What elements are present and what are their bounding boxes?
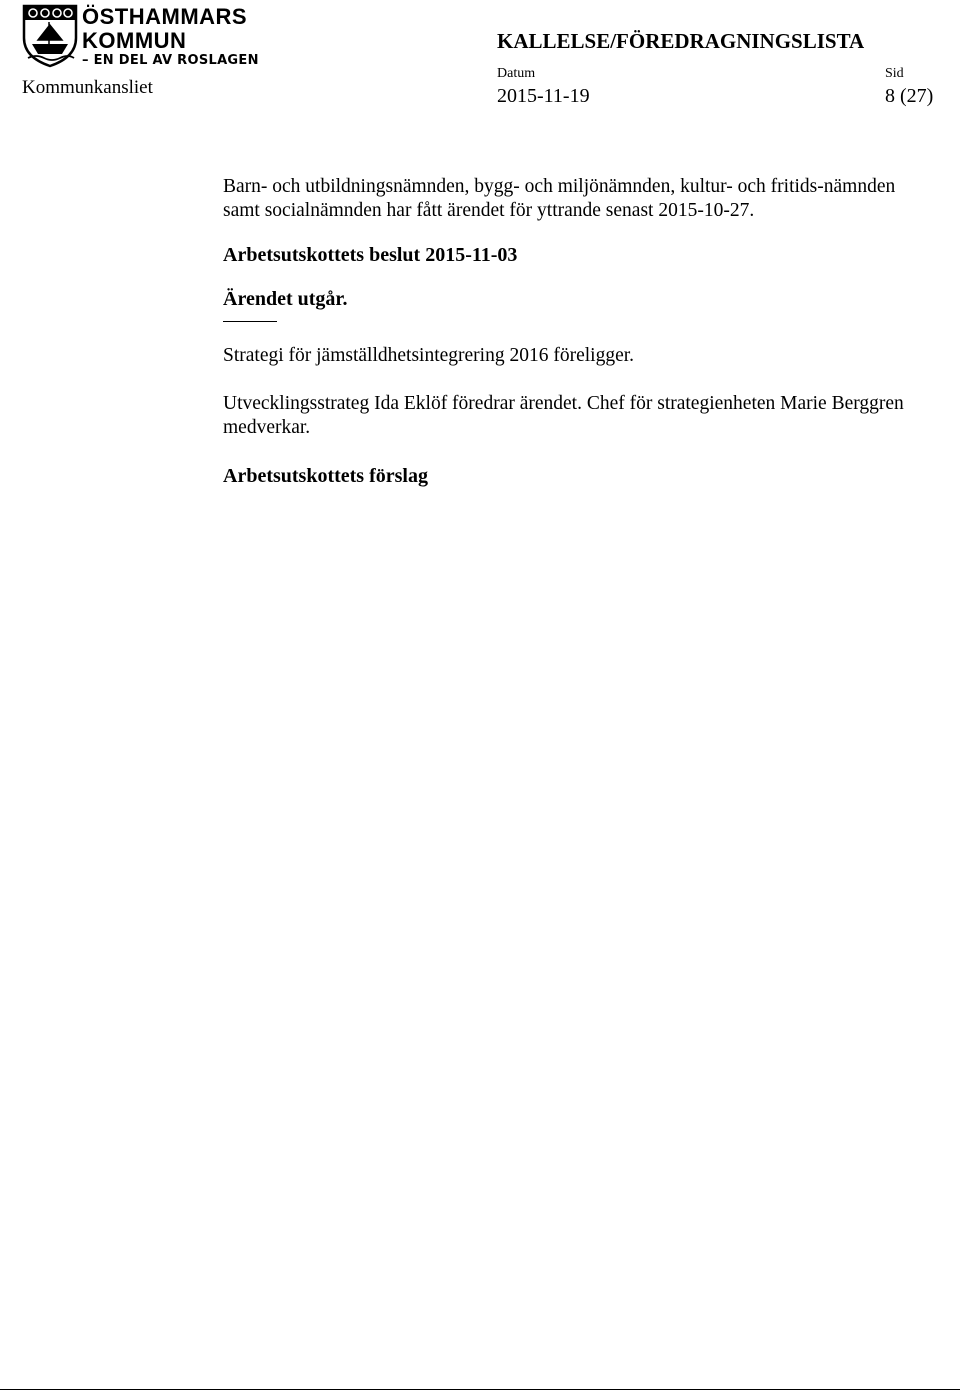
municipality-logo [22,4,259,70]
decision-text: Ärendet utgår. [223,288,348,310]
paragraph-referral: Barn- och utbildningsnämnden, bygg- och miljönämnden, kultur- och fritids-nämnden samt socialnämnden har fått ärendet för yttrande senast 2015-10-27. [223,176,896,221]
document-body [223,175,913,488]
department-name: Kommunkansliet [22,77,153,98]
logo-text-kommun: KOMMUN [82,28,187,53]
document-title: KALLELSE/FÖREDRAGNINGSLISTA [497,29,865,53]
logo-text-osthammars: ÖSTHAMMARS [82,4,248,29]
ship-shield-icon [22,4,78,68]
footer-divider [0,1389,960,1390]
paragraph-strategy: Strategi för jämställdhetsintegrering 2016 föreligger. [223,345,635,366]
logo-tagline: – EN DEL AV ROSLAGEN [82,53,259,68]
heading-committee-proposal: Arbetsutskottets förslag [223,465,428,487]
date-value: 2015-11-19 [497,85,590,107]
page-label: Sid [885,66,904,81]
date-label: Datum [497,66,536,81]
paragraph-presenter: Utvecklingsstrateg Ida Eklöf föredrar ärendet. Chef för strategienheten Marie Berggren medverkar. [223,393,904,438]
page-number: 8 (27) [885,85,934,107]
section-divider [223,321,277,322]
heading-committee-decision: Arbetsutskottets beslut 2015-11-03 [223,244,518,266]
